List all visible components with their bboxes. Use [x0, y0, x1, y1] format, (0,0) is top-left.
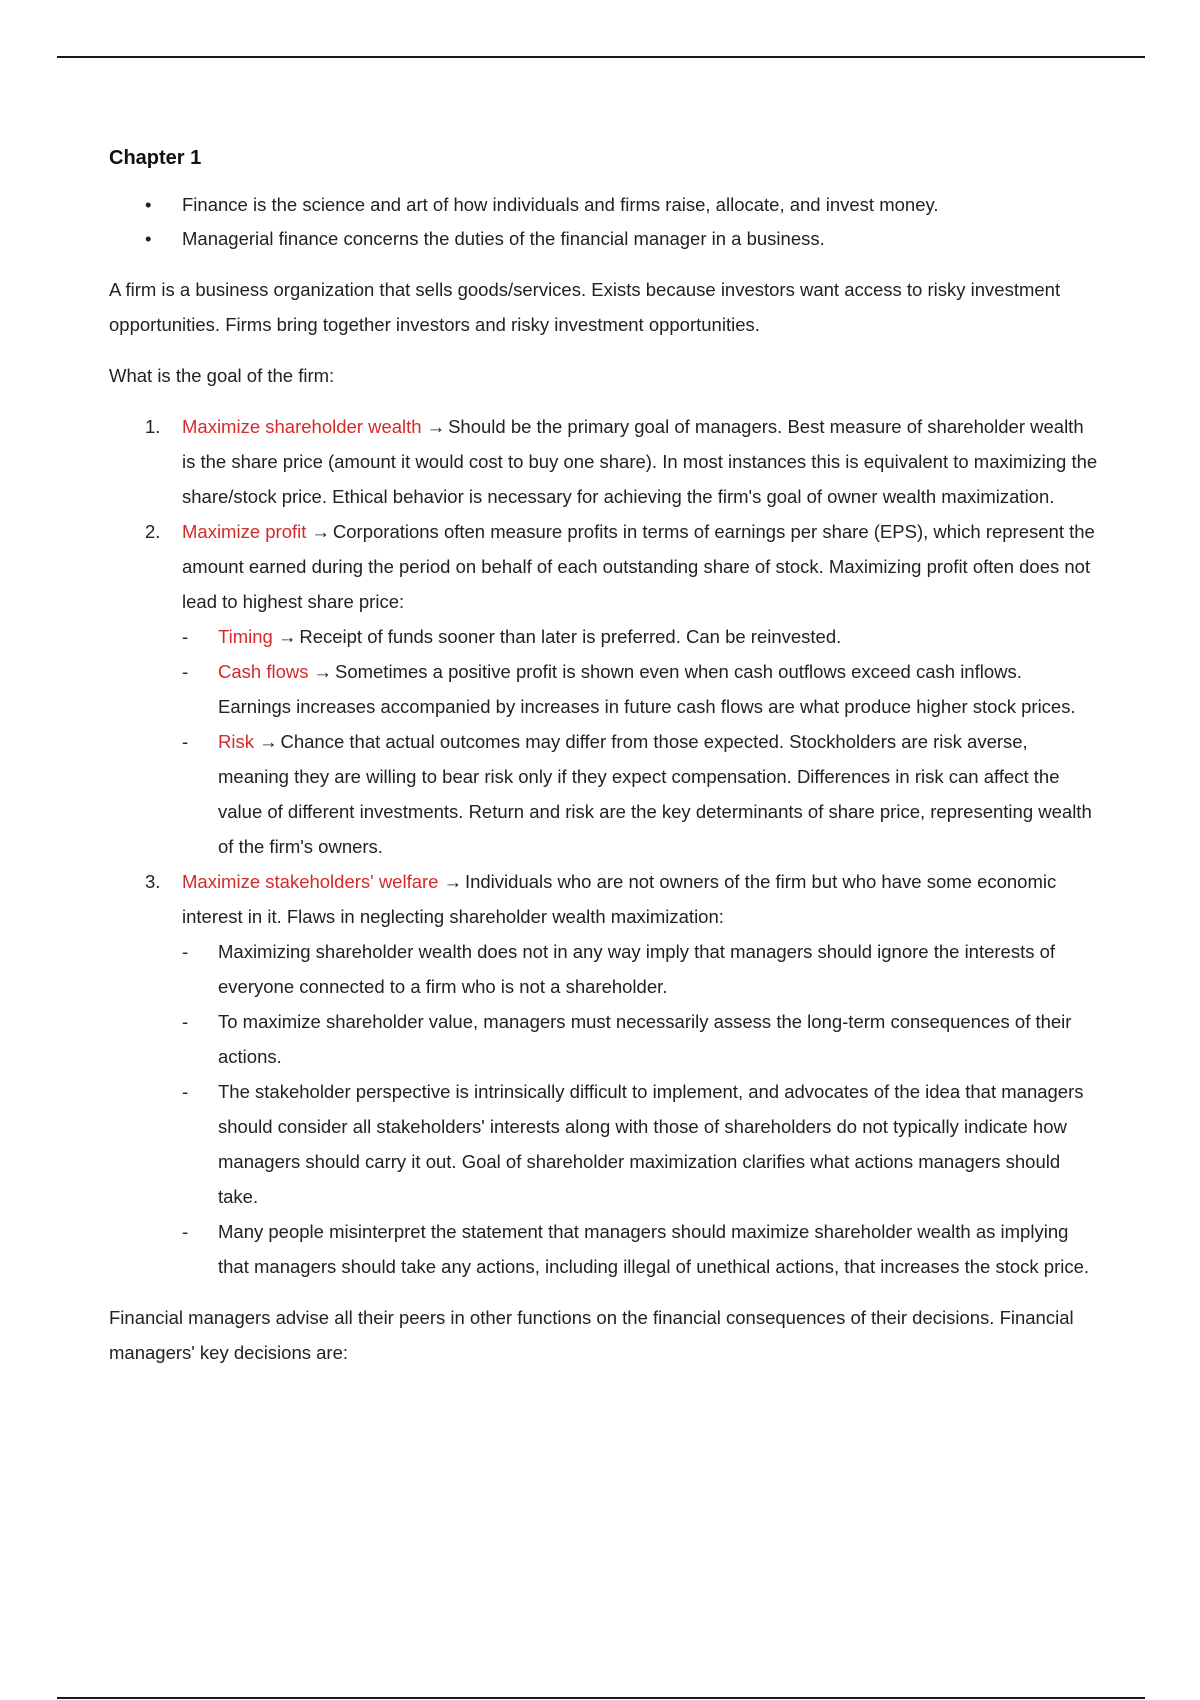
- subpoint-text: Chance that actual outcomes may differ from those expected. Stockholders are risk averse, meaning they are willing to bear risk only if they expect compensation. Differences in risk can affect the value of different investments. Return and risk are the key determinants of share price, representing wealth of the firm's owners.: [218, 731, 1092, 857]
- dash-icon: -: [182, 661, 189, 682]
- goal-number: 1.: [145, 416, 161, 437]
- subpoint-term: Timing: [218, 626, 273, 647]
- bullet-text: Finance is the science and art of how individuals and firms raise, allocate, and invest money.: [182, 194, 939, 215]
- goal-term: Maximize stakeholders' welfare: [182, 871, 439, 892]
- list-item: [109, 188, 1099, 222]
- goal-term: Maximize shareholder wealth: [182, 416, 422, 437]
- goal-item: [109, 514, 1099, 864]
- dash-icon: -: [182, 1081, 189, 1102]
- subpoint-text: Maximizing shareholder wealth does not in any way imply that managers should ignore the interests of everyone connected to a firm who is not a shareholder.: [218, 941, 1056, 997]
- dash-icon: -: [182, 1011, 189, 1032]
- subpoint-item: [182, 724, 1099, 864]
- goal-text: Corporations often measure profits in terms of earnings per share (EPS), which represent the amount earned during the period on behalf of each outstanding share of stock. Maximizing profit often does not lead to highest share price:: [182, 521, 1095, 612]
- goal-text: Individuals who are not owners of the firm but who have some economic interest in it. Flaws in neglecting shareholder wealth maximization:: [182, 871, 1057, 927]
- bullet-text: Managerial finance concerns the duties of the financial manager in a business.: [182, 228, 825, 249]
- arrow-icon: →: [426, 416, 446, 437]
- subpoint-list: [182, 619, 1099, 864]
- dash-icon: -: [182, 731, 189, 752]
- subpoint-item: [182, 1004, 1099, 1074]
- firm-paragraph: A firm is a business organization that sells goods/services. Exists because investors want access to risky investment opportunities. Firms bring together investors and risky investment opportunities.: [109, 279, 1061, 335]
- arrow-icon: →: [311, 521, 330, 542]
- arrow-icon: →: [443, 871, 462, 892]
- subpoint-item: [182, 654, 1099, 724]
- bullet-icon: •: [145, 194, 152, 215]
- arrow-icon: →: [277, 626, 297, 647]
- subpoint-term: Cash flows: [218, 661, 309, 682]
- closing-paragraph: Financial managers advise all their peers in other functions on the financial consequences of their decisions. Financial managers' key decisions are:: [109, 1307, 1074, 1363]
- subpoint-text: Receipt of funds sooner than later is preferred. Can be reinvested.: [299, 626, 842, 647]
- intro-bullet-list: [109, 188, 1099, 256]
- goal-number: 3.: [145, 871, 161, 892]
- goal-number: 2.: [145, 521, 161, 542]
- subpoint-text: Sometimes a positive profit is shown even when cash outflows exceed cash inflows. Earnings increases accompanied by increases in future cash flows are what produce higher stock prices.: [218, 661, 1076, 717]
- goal-question: What is the goal of the firm:: [109, 365, 335, 386]
- arrow-icon: →: [258, 731, 278, 752]
- dash-icon: -: [182, 941, 189, 962]
- subpoint-text: The stakeholder perspective is intrinsically difficult to implement, and advocates of the idea that managers should consider all stakeholders' interests along with those of shareholders do not typically indicate how managers should carry it out. Goal of shareholder maximization clarifies what actions managers should take.: [218, 1081, 1084, 1207]
- bottom-rule: [57, 1697, 1145, 1699]
- subpoint-text: To maximize shareholder value, managers must necessarily assess the long-term consequences of their actions.: [218, 1011, 1072, 1067]
- dash-icon: -: [182, 626, 189, 647]
- subpoint-text: Many people misinterpret the statement that managers should maximize shareholder wealth as implying that managers should take any actions, including illegal of unethical actions, that increases the stock price.: [218, 1221, 1090, 1277]
- goal-item: [109, 864, 1099, 1284]
- top-rule: [57, 56, 1145, 58]
- goal-item: [109, 409, 1099, 514]
- dash-icon: -: [182, 1221, 189, 1242]
- arrow-icon: →: [313, 661, 332, 682]
- subpoint-item: [182, 1214, 1099, 1284]
- goals-list: [109, 409, 1099, 1284]
- list-item: [109, 222, 1099, 256]
- bullet-icon: •: [145, 228, 152, 249]
- goal-text: Should be the primary goal of managers. Best measure of shareholder wealth is the share price (amount it would cost to buy one share). In most instances this is equivalent to maximizing the share/stock price. Ethical behavior is necessary for achieving the firm's goal of owner wealth maximization.: [182, 416, 1098, 507]
- subpoint-list: [182, 934, 1099, 1284]
- subpoint-item: [182, 934, 1099, 1004]
- goal-term: Maximize profit: [182, 521, 307, 542]
- subpoint-item: [182, 619, 1099, 654]
- subpoint-item: [182, 1074, 1099, 1214]
- chapter-title: Chapter 1: [109, 147, 202, 169]
- document-body: [109, 138, 1099, 1386]
- subpoint-term: Risk: [218, 731, 254, 752]
